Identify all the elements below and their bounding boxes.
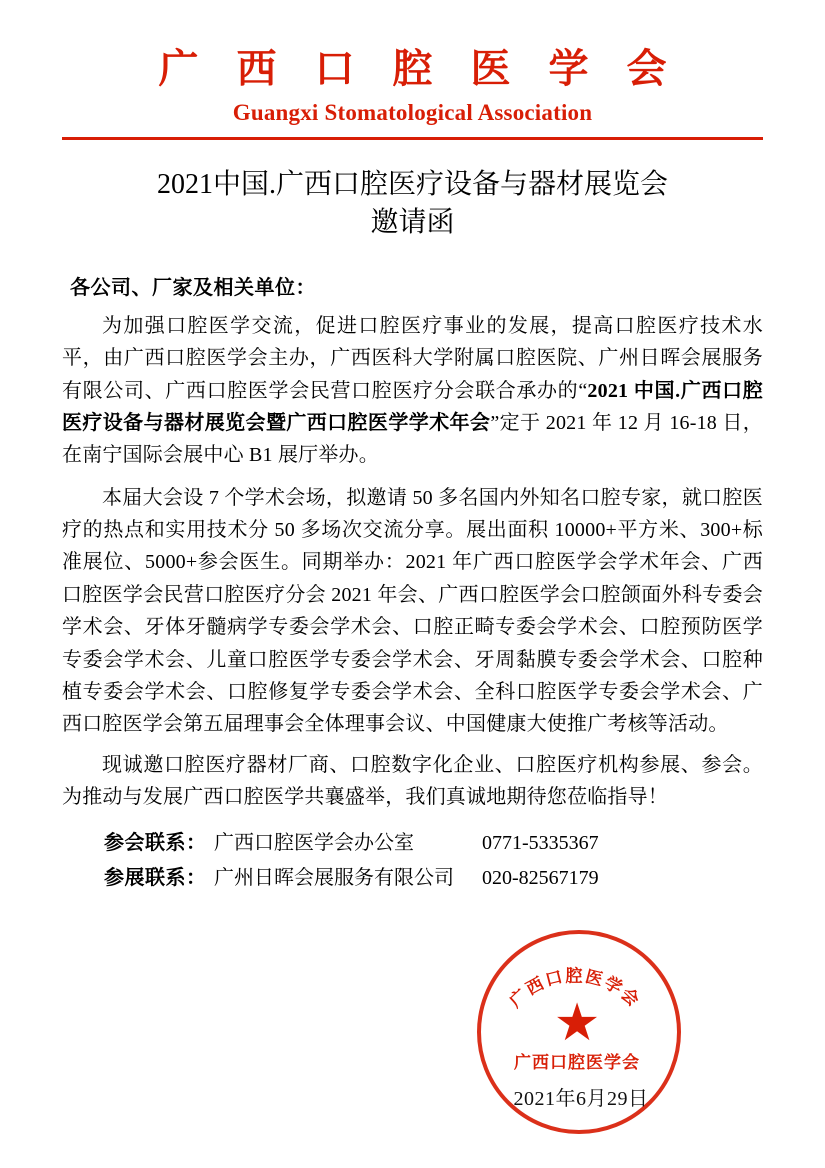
paragraph-3: 现诚邀口腔医疗器材厂商、口腔数字化企业、口腔医疗机构参展、参会。为推动与发展广西口腔医学共襄盛举，我们真诚地期待您莅临指导！ xyxy=(62,753,763,809)
page-title-line1: 2021中国.广西口腔医疗设备与器材展览会 xyxy=(156,168,668,200)
paragraph-1-part-b: ”定于 2021 年 12 月 16-18 日，在南宁国际会展中心 B1 展厅举办。 xyxy=(62,411,763,467)
letterhead-divider xyxy=(62,137,763,140)
paragraph-1 xyxy=(62,310,763,472)
organization-name-en: Guangxi Stomatological Association xyxy=(232,100,593,125)
contact-phone: 0771-5335367 xyxy=(482,831,599,854)
contact-label: 参会联系： xyxy=(104,831,207,854)
official-seal xyxy=(477,930,677,1130)
paragraph-1-event-name: 2021 中国.广西口腔医疗设备与器材展览会暨广西口腔医学学术年会 xyxy=(62,379,763,434)
paragraph-2: 本届大会设 7 个学术会场，拟邀请 50 多名国内外知名口腔专家，就口腔医疗的热点和实用技术分 50 多场次交流分享。展出面积 10000+平方米、300+标准展位、5000+参会医生。同期举办：2021 年广西口腔医学会学术年会、广西口腔医学会民营口腔医疗分会 2021 年会、广西口腔医学会口腔颌面外科专委会学术会、牙体牙髓病学专委会学术会、口腔正畸专委会学术会、口腔预防医学专委会学术会、儿童口腔医学专委会学术会、牙周黏膜专委会学术会、口腔种植专委会学术会、口腔修复学专委会学术会、全科口腔医学专委会学术会、广西口腔医学会第五届理事会全体理事会议、中国健康大使推广考核等活动。 xyxy=(62,486,763,736)
contact-row xyxy=(104,826,763,861)
page-title-line2: 邀请函 xyxy=(370,207,455,239)
contact-organization: 广西口腔医学会办公室 xyxy=(214,831,414,854)
contact-row xyxy=(104,861,763,896)
salutation: 各公司、厂家及相关单位： xyxy=(70,276,316,299)
contact-phone: 020-82567179 xyxy=(482,866,599,889)
letterhead xyxy=(62,0,763,140)
page-title xyxy=(62,166,763,243)
seal-arc-label: 广西口腔医学会 xyxy=(505,966,645,1012)
organization-name-cn: 广 西 口 腔 医 学 会 xyxy=(158,46,681,91)
seal-bottom-label: 广西口腔医学会 xyxy=(514,1053,640,1072)
contact-label: 参展联系： xyxy=(104,866,207,889)
seal-date: 2021年6月29日 xyxy=(513,1088,649,1110)
contact-organization: 广州日晖会展服务有限公司 xyxy=(214,866,454,889)
paragraph-1-part-a: 为加强口腔医学交流，促进口腔医疗事业的发展，提高口腔医疗技术水平，由广西口腔医学会主办，广西医科大学附属口腔医院、广州日晖会展服务有限公司、广西口腔医学会民营口腔医疗分会联合承办的“ xyxy=(62,314,763,402)
star-icon: ★ xyxy=(553,994,601,1052)
contact-list xyxy=(104,826,763,896)
